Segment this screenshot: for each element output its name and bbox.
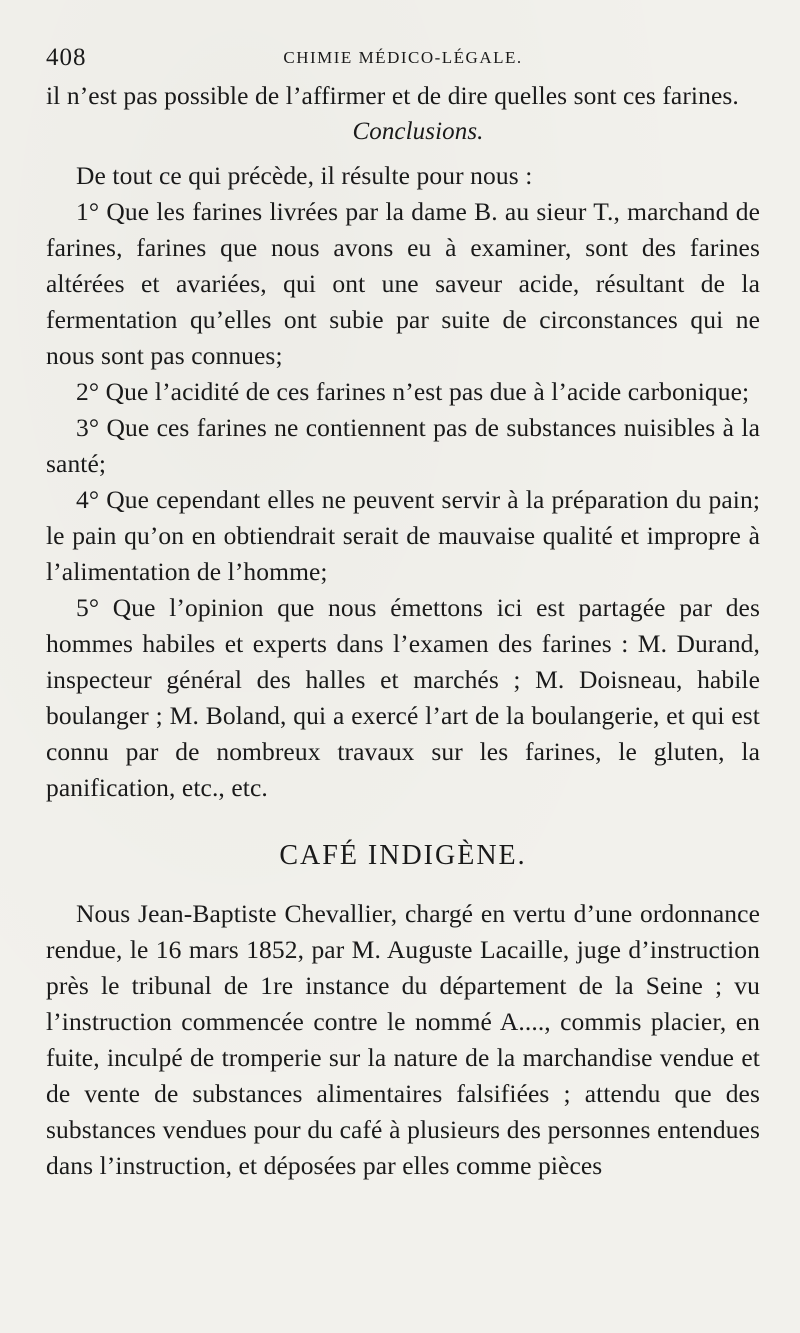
page-body	[46, 78, 760, 1184]
chapter-heading: CAFÉ INDIGÈNE.	[279, 840, 527, 871]
running-title: CHIMIE MÉDICO-LÉGALE.	[283, 48, 523, 67]
running-header	[46, 38, 760, 78]
conclusion-item-3: 3° Que ces farines ne contiennent pas de substances nuisibles à la santé;	[46, 413, 760, 478]
conclusions-intro: De tout ce qui précède, il résulte pour nous :	[76, 161, 533, 190]
chapter-paragraph: Nous Jean-Baptiste Chevallier, chargé en vertu d’une ordonnance rendue, le 16 mars 1852, par M. Auguste Lacaille, juge d’instruction près le tribunal de 1re instance du département de la Seine ; vu l’instruction commencée contre le nommé A...., commis placier, en fuite, inculpé de tromperie sur la nature de la marchandise vendue et de vente de substances alimentaires falsifiées ; attendu que des substances vendues pour du café à plusieurs des personnes entendues dans l’instruction, et déposées par elles comme pièces	[46, 899, 760, 1180]
conclusions-heading: Conclusions.	[352, 118, 484, 145]
page-number: 408	[46, 44, 87, 71]
conclusion-item-1: 1° Que les farines livrées par la dame B. au sieur T., marchand de farines, farines que nous avons eu à examiner, sont des farines altérées et avariées, qui ont une saveur acide, résultant de la fermentation qu’elles ont subie par suite de circonstances qui ne nous sont pas connues;	[46, 197, 760, 370]
conclusion-item-4: 4° Que cependant elles ne peuvent servir à la préparation du pain; le pain qu’on en obtiendrait serait de mauvaise qualité et impropre à l’alimentation de l’homme;	[46, 485, 760, 586]
conclusion-item-5: 5° Que l’opinion que nous émettons ici est partagée par des hommes habiles et experts dans l’examen des farines : M. Durand, inspecteur général des halles et marchés ; M. Doisneau, habile boulanger ; M. Boland, qui a exercé l’art de la boulangerie, et qui est connu par de nombreux travaux sur les farines, le gluten, la panification, etc., etc.	[46, 593, 760, 802]
conclusion-item-2: 2° Que l’acidité de ces farines n’est pas due à l’acide carbonique;	[76, 377, 750, 406]
continued-paragraph: il n’est pas possible de l’affirmer et de dire quelles sont ces farines.	[46, 81, 739, 110]
